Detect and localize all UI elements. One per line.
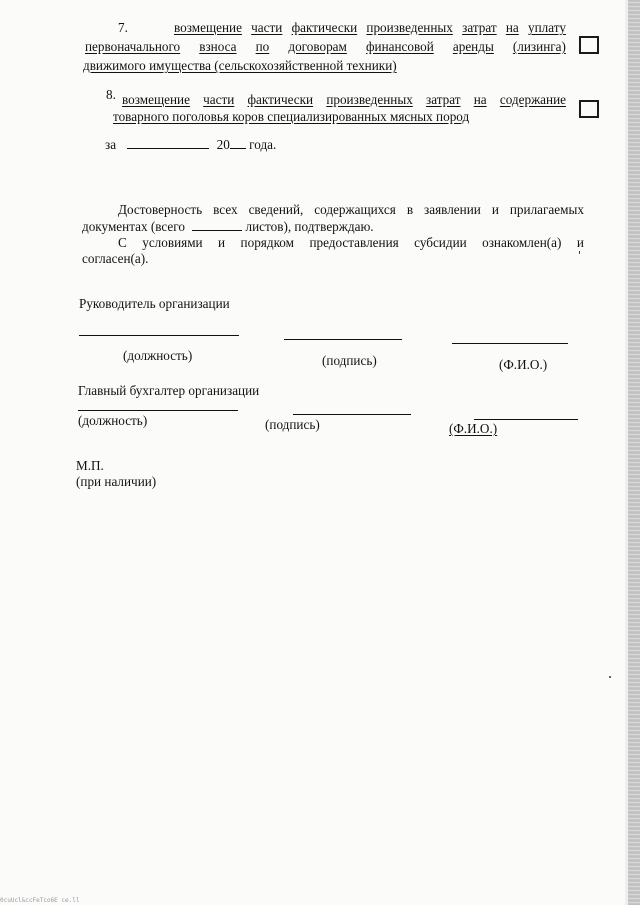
word: в xyxy=(406,202,414,217)
word: аренды xyxy=(452,39,494,54)
scan-edge xyxy=(628,0,640,905)
word: произведенных xyxy=(366,20,453,35)
word: содержание xyxy=(499,92,566,107)
director-signature-caption: (подпись) xyxy=(322,353,377,368)
accountant-position-caption: (должность) xyxy=(78,413,148,428)
director-signature-line[interactable] xyxy=(284,339,402,340)
accountant-title: Главный бухгалтер организации xyxy=(78,383,260,398)
word: условиями xyxy=(142,235,203,250)
word: фактически xyxy=(247,92,314,107)
scan-speck xyxy=(609,676,611,678)
item-7-checkbox[interactable] xyxy=(579,36,599,54)
director-name-line[interactable] xyxy=(452,343,568,344)
word: затрат xyxy=(426,92,461,107)
statement-p2-line-1 xyxy=(118,235,584,251)
word: финансовой xyxy=(365,39,434,54)
word: затрат xyxy=(462,20,497,35)
word: произведенных xyxy=(326,92,413,107)
word: возмещение xyxy=(122,92,190,107)
director-title: Руководитель организации xyxy=(79,296,230,311)
word: всех xyxy=(213,202,238,217)
accountant-name-line[interactable] xyxy=(474,419,578,420)
word: части xyxy=(251,20,283,35)
word: по xyxy=(255,39,270,54)
item-8-checkbox[interactable] xyxy=(579,100,599,118)
director-name-caption: (Ф.И.О.) xyxy=(499,357,548,372)
item-8-line-1 xyxy=(122,92,566,108)
period-prefix: за xyxy=(105,137,117,152)
scan-footer-noise: 0cuUcl&ccFeTco6E ce.ll xyxy=(0,897,80,903)
word: Достоверность xyxy=(118,202,203,217)
stamp-note: (при наличии) xyxy=(76,474,157,489)
word: части xyxy=(203,92,235,107)
word: заявлении xyxy=(424,202,481,217)
word: прилагаемых xyxy=(509,202,584,217)
word: (лизинга) xyxy=(512,39,566,54)
documents-count-label: документах (всего xyxy=(82,219,185,234)
accountant-signature-line[interactable] xyxy=(293,414,411,415)
item-7-line-2 xyxy=(85,39,566,55)
documents-confirm-text: листов), подтверждаю. xyxy=(245,219,374,234)
word: на xyxy=(473,92,487,107)
accountant-position-line[interactable] xyxy=(78,410,238,411)
period-suffix: года. xyxy=(249,137,277,152)
period-blank-year[interactable] xyxy=(230,136,246,149)
period-line xyxy=(105,136,276,153)
word: возмещение xyxy=(174,20,242,35)
director-position-caption: (должность) xyxy=(123,348,193,363)
period-blank-date[interactable] xyxy=(127,136,209,149)
statement-p2-line-2: согласен(а). xyxy=(82,251,149,266)
word: уплату xyxy=(528,20,566,35)
item-8-line-2: товарного поголовья коров специализированных мясных пород xyxy=(113,109,470,124)
accountant-signature-caption: (подпись) xyxy=(265,417,320,432)
word: С xyxy=(118,235,127,250)
word: договорам xyxy=(288,39,347,54)
statement-p1-line-2 xyxy=(82,218,374,235)
accountant-name-caption: (Ф.И.О.) xyxy=(449,421,498,436)
word: фактически xyxy=(291,20,358,35)
item-7-line-3: движимого имущества (сельскохозяйственной техники) xyxy=(83,58,397,73)
item-8-number: 8. xyxy=(106,87,116,102)
word: сведений, xyxy=(248,202,304,217)
word: и xyxy=(491,202,499,217)
scan-speck xyxy=(579,251,580,254)
word: содержащихся xyxy=(314,202,396,217)
word: ознакомлен(а) xyxy=(482,235,562,250)
item-7-number: 7. xyxy=(118,20,128,35)
word: и xyxy=(218,235,226,250)
statement-p1-line-1 xyxy=(118,202,584,218)
period-year-prefix: 20 xyxy=(216,137,230,152)
word: субсидии xyxy=(414,235,467,250)
director-position-line[interactable] xyxy=(79,335,239,336)
word: и xyxy=(576,235,584,250)
documents-count-blank[interactable] xyxy=(192,218,242,231)
word: первоначального xyxy=(85,39,181,54)
word: порядком xyxy=(240,235,294,250)
word: на xyxy=(505,20,519,35)
stamp-label: М.П. xyxy=(76,458,104,473)
word: предоставления xyxy=(309,235,399,250)
word: взноса xyxy=(199,39,237,54)
